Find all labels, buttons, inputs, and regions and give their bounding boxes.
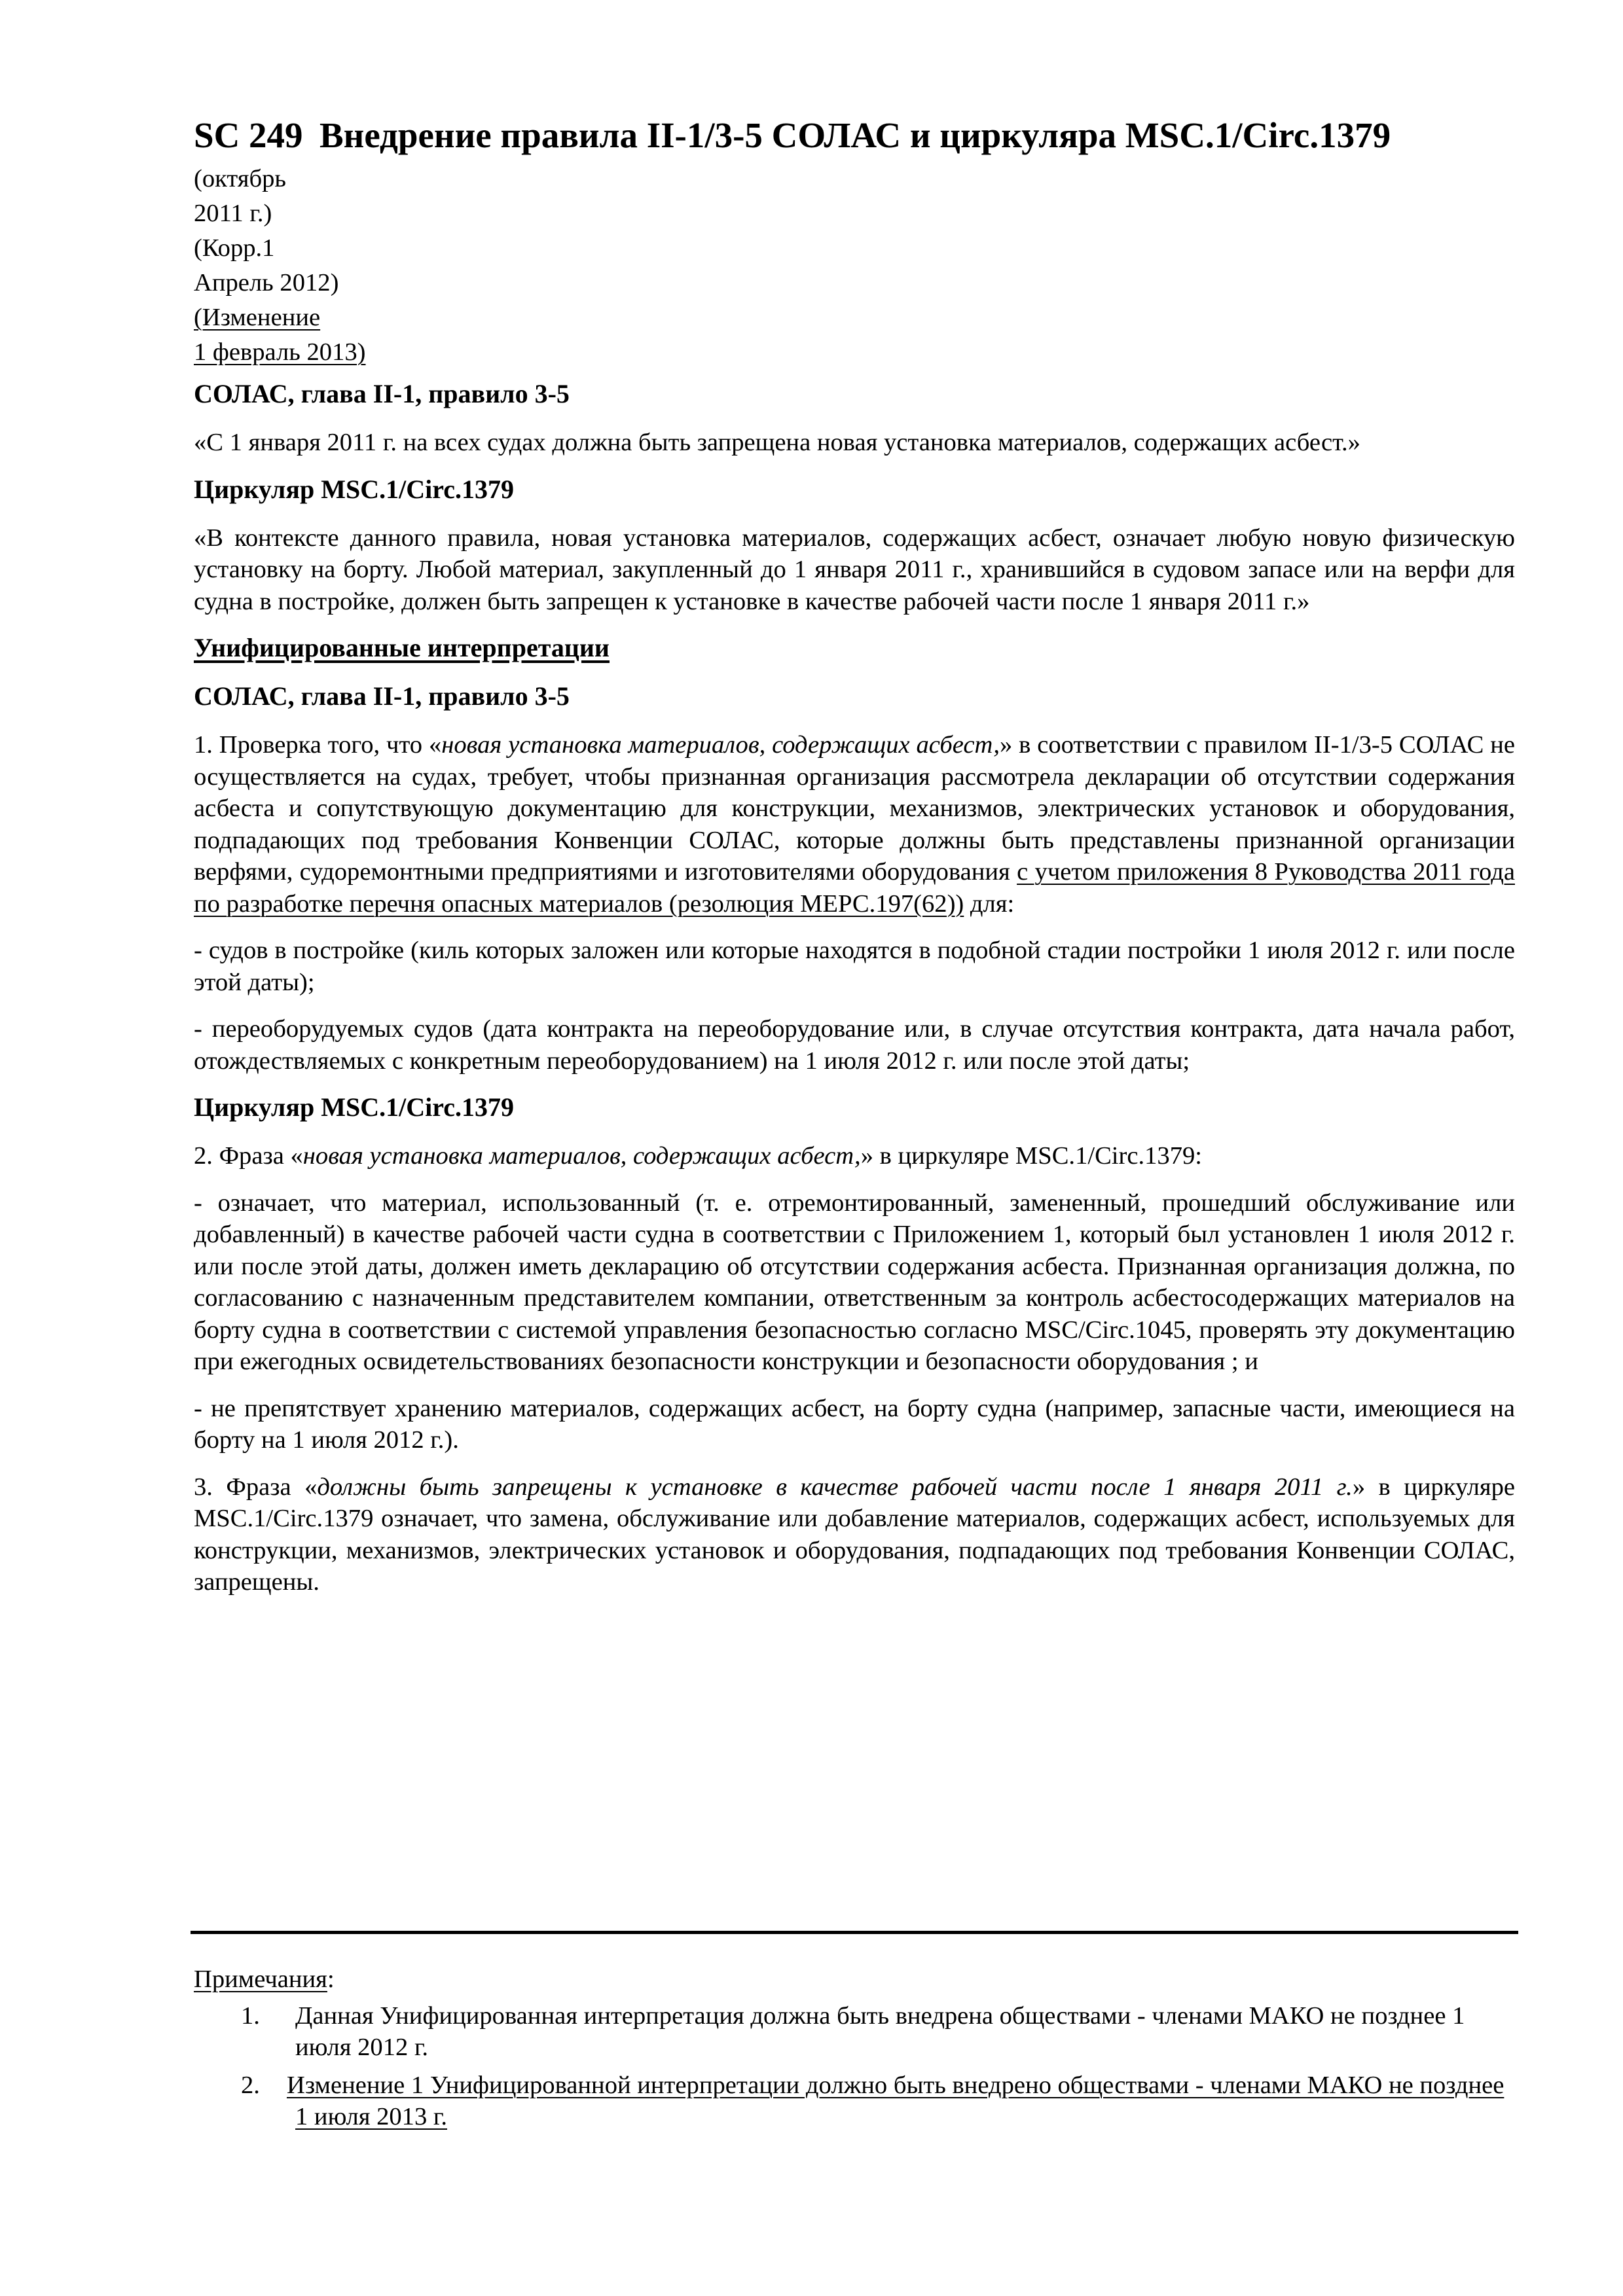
history-line: (Изменение: [194, 304, 321, 331]
paragraph-3-italic: должны быть запрещены к установке в качестве рабочей части после 1 января 2011 г.: [317, 1473, 1353, 1501]
paragraph-3-end: » в циркуляре MSC.1/Circ.1379 означает, что замена, обслуживание или добавление материалов, содержащих асбест, используемых для конструкции, механизмов, электрических установок и оборудования, подпадающих под требования Конвенции СОЛАС, запрещены.: [194, 1473, 1516, 1596]
paragraph-1-underlined: с учетом приложения 8 Руководства 2011 года по разработке перечня опасных материалов (резолюция МЕРС.197(62)): [194, 858, 1515, 918]
history-line: 1 февраль 2013): [194, 338, 366, 366]
section-heading-circular-2: Циркуляр MSC.1/Circ.1379: [194, 1092, 515, 1122]
section-heading-circular: Циркуляр MSC.1/Circ.1379: [194, 474, 515, 504]
notes-heading-text: Примечания: [194, 1965, 327, 1993]
bullet-converted-ships: - переоборудуемых судов (дата контракта на переоборудование или, в случае отсутствия контракта, дата начала работ, отождествляемых с конкретным переоборудованием) на 1 июля 2012 г. или после этой даты;: [194, 1015, 1515, 1075]
note-text: Данная Унифицированная интерпретация должна быть внедрена обществами - членами МАКО не позднее 1 июля 2012 г.: [295, 2002, 1465, 2061]
paragraph-3-start: 3. Фраза «: [194, 1473, 318, 1501]
circular-quote: «В контексте данного правила, новая установка материалов, содержащих асбест, означает любую новую физическую установку на борту. Любой материал, закупленный до 1 января 2011 г., хранившийся в судовом запасе или на верфи для судна в постройке, должен быть запрещен к установке в качестве рабочей части после 1 января 2011 г.»: [194, 524, 1515, 615]
document-title: [194, 115, 1391, 156]
paragraph-1-italic: новая установка материалов, содержащих асбест,: [441, 731, 1000, 759]
paragraph-2-end: » в циркуляре MSC.1/Circ.1379:: [860, 1142, 1203, 1170]
paragraph-3: [194, 1471, 1515, 1598]
history-line: Апрель 2012): [194, 269, 339, 296]
section-heading-solas-2: СОЛАС, глава II-1, правило 3-5: [194, 681, 570, 711]
note-item: [194, 2070, 1515, 2132]
paragraph-1: [194, 729, 1515, 920]
note-number: 1.: [241, 2002, 260, 2030]
history-line: 2011 г.): [194, 200, 272, 227]
paragraph-2: [194, 1140, 1515, 1172]
document-body: [194, 378, 1515, 1613]
note-item: [194, 2000, 1515, 2063]
history-line: (октябрь: [194, 165, 286, 192]
revision-history: [194, 162, 410, 370]
paragraph-1-mid: » в соответствии с правилом II-1/3-5 СОЛАС не осуществляется на судах, требует, чтобы признанная организация рассмотрела декларации об отсутствии содержания асбеста и сопутствующую документацию для конструкции, механизмов, электрических установок и оборудования, подпадающих под требования Конвенции СОЛАС, которые должны быть представлены признанной организации верфями, судоремонтными предприятиями и изготовителями оборудования: [194, 731, 1515, 886]
notes-heading-colon: :: [327, 1965, 335, 1993]
history-line: (Корр.1: [194, 234, 275, 262]
paragraph-2-start: 2. Фраза «: [194, 1142, 303, 1170]
note-text: Изменение 1 Унифицированной интерпретации должно быть внедрено обществами - членами МАКО не позднее 1 июля 2013 г.: [287, 2072, 1504, 2130]
bullet-not-prevent: - не препятствует хранению материалов, содержащих асбест, на борту судна (например, запасные части, имеющиеся на борту на 1 июля 2012 г.).: [194, 1394, 1515, 1454]
paragraph-1-start: 1. Проверка того, что «: [194, 731, 442, 759]
paragraph-2-italic: новая установка материалов, содержащих асбест,: [302, 1142, 861, 1170]
bullet-new-ships: - судов в постройке (киль которых заложен или которые находятся в подобной стадии постройки 1 июля 2012 г. или после этой даты);: [194, 937, 1515, 996]
notes-heading: [194, 1964, 1515, 1995]
note-number: 2.: [241, 2072, 260, 2099]
notes-section: [194, 1964, 1515, 2139]
footer-divider: [191, 1931, 1518, 1934]
section-heading-solas: СОЛАС, глава II-1, правило 3-5: [194, 379, 570, 408]
paragraph-1-end: для:: [964, 889, 1015, 918]
document-title-text: Внедрение правила II-1/3-5 СОЛАС и циркуляра MSC.1/Circ.1379: [319, 115, 1391, 155]
bullet-means: - означает, что материал, использованный (т. е. отремонтированный, замененный, прошедший обслуживание или добавленный) в качестве рабочей части судна в соответствии с Приложением 1, который был установлен 1 июля 2012 г. или после этой даты, должен иметь декларацию об отсутствии содержания асбеста. Признанная организация должна, по согласованию с назначенным представителем компании, ответственным за контроль асбестосодержащих материалов на борту судна в соответствии с системой управления безопасностью согласно MSC/Circ.1045, проверять эту документацию при ежегодных освидетельствованиях безопасности конструкции и безопасности оборудования ; и: [194, 1189, 1515, 1375]
solas-quote: «С 1 января 2011 г. на всех судах должна быть запрещена новая установка материалов, содержащих асбест.»: [194, 429, 1360, 456]
document-code: SC 249: [194, 115, 303, 155]
unified-interpretations-heading: Унифицированные интерпретации: [194, 633, 610, 662]
